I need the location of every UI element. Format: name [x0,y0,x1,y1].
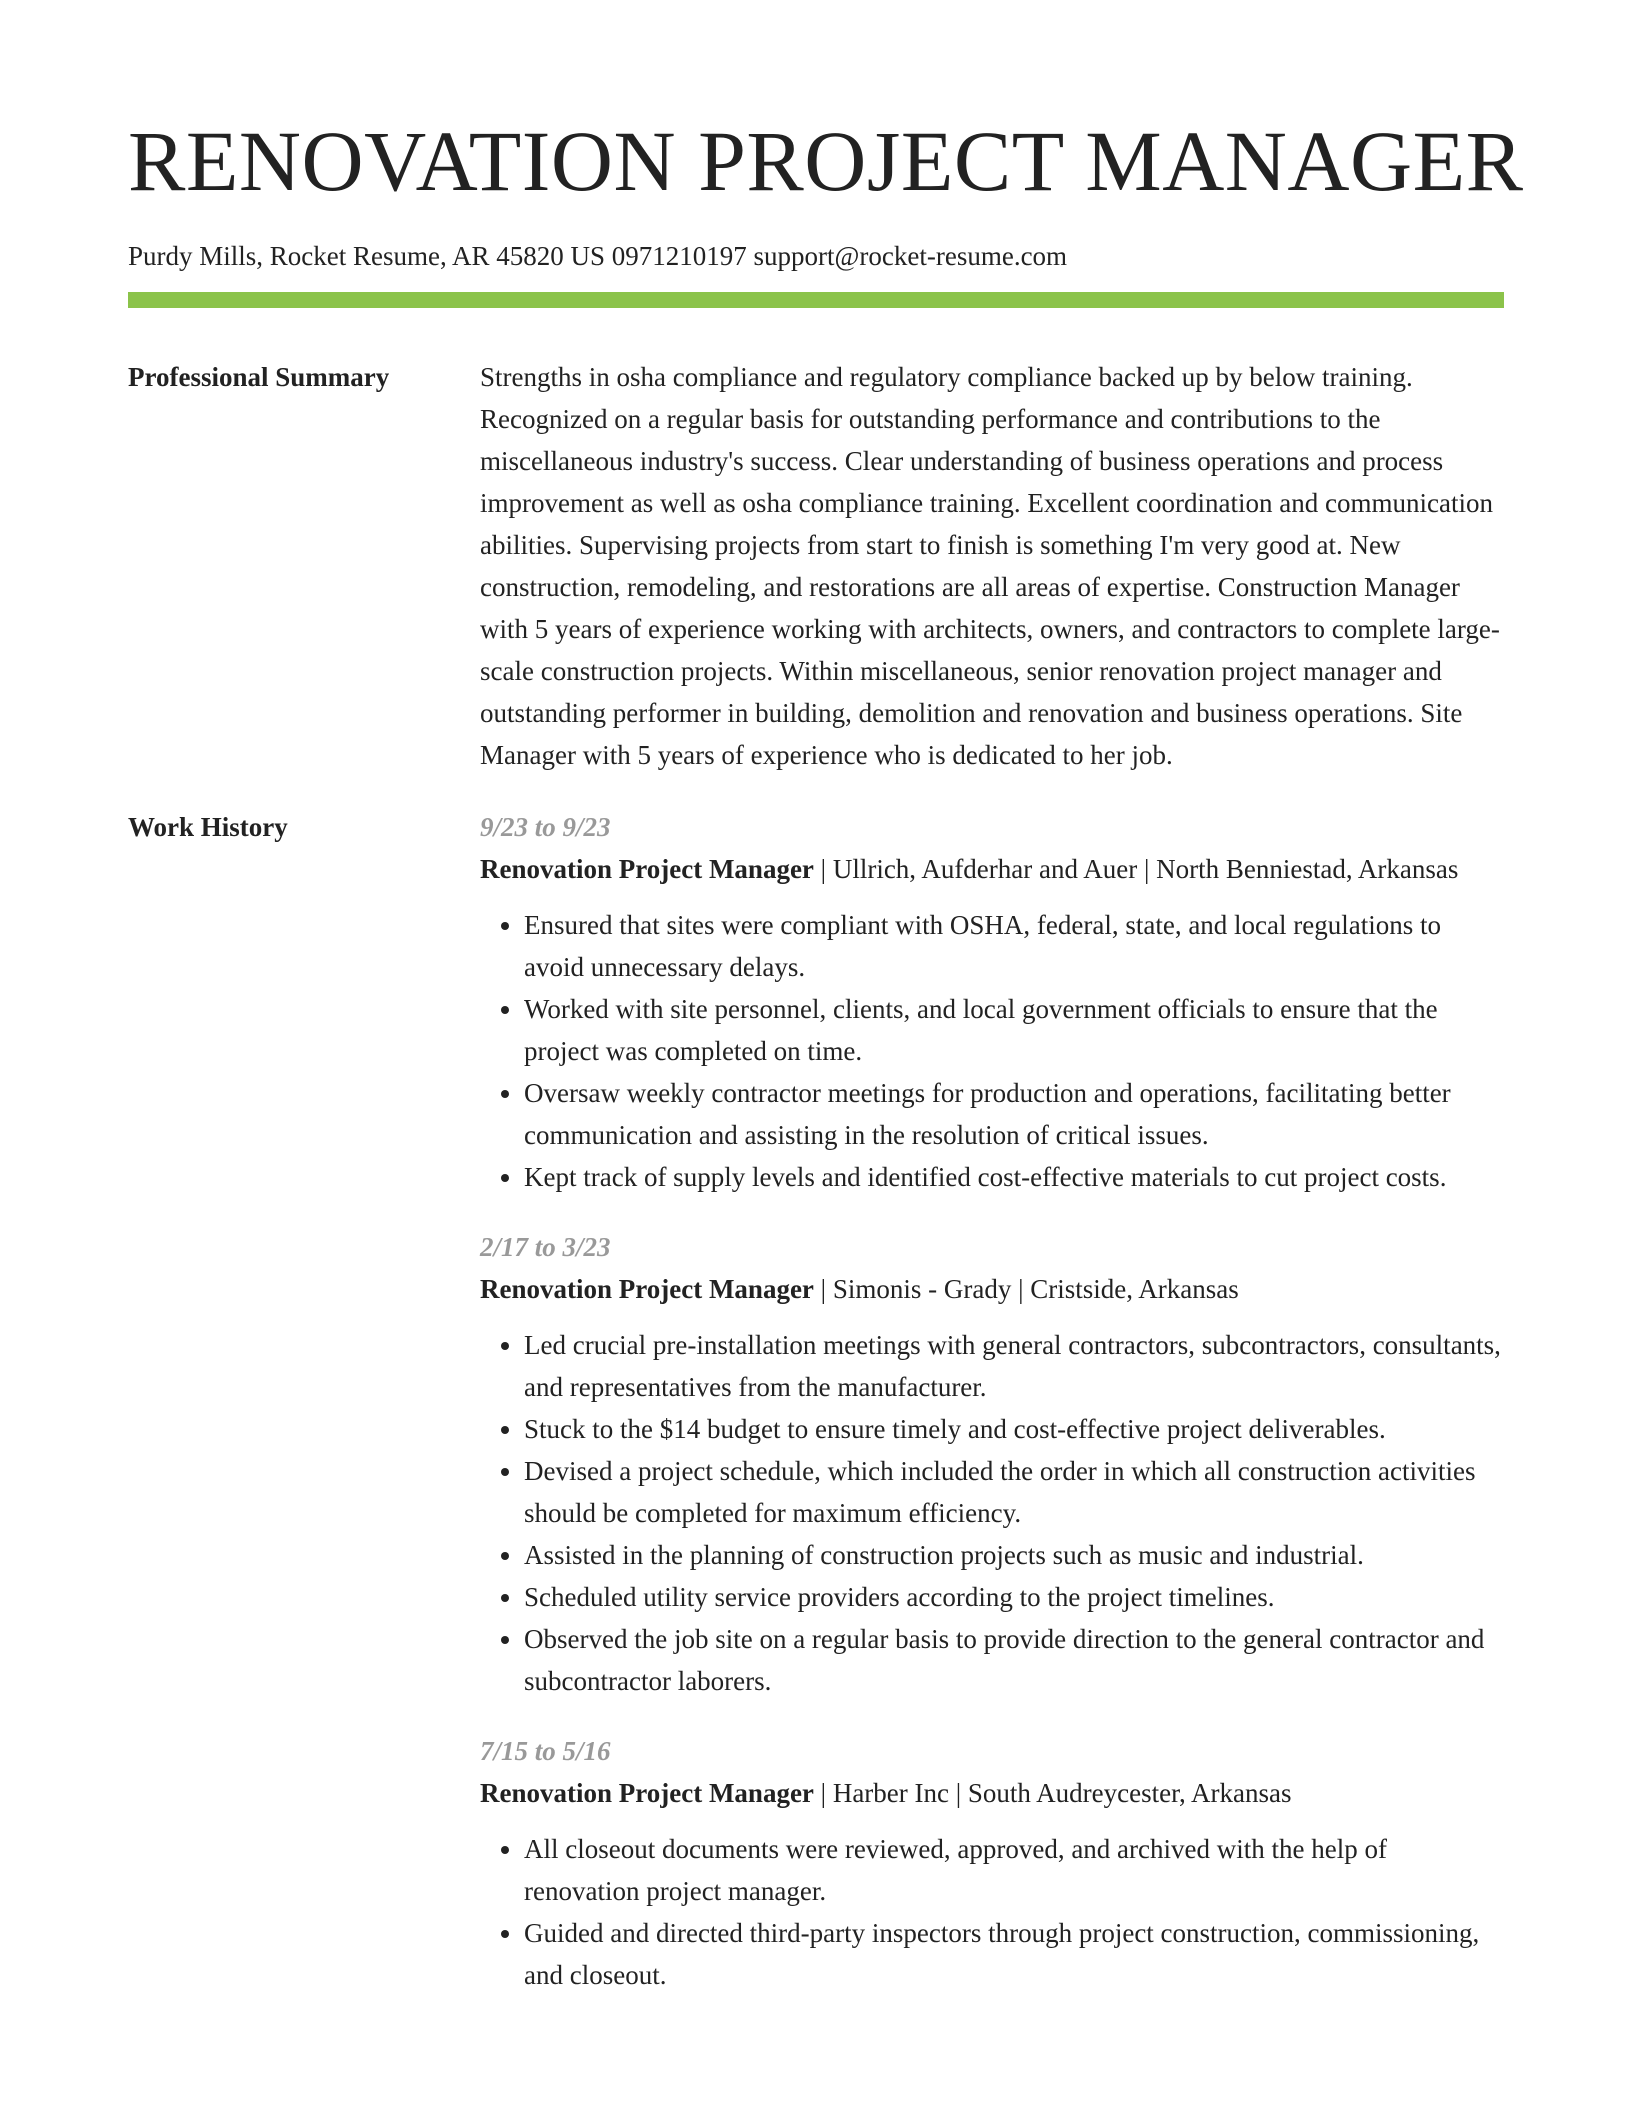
contact-line [128,238,1504,274]
job-bullet: • Guided and directed third-party inspectors through project construction, commissioning, and closeout. [524,1912,1504,1996]
summary-heading: Professional Summary [128,362,390,392]
summary-text: Strengths in osha compliance and regulatory compliance backed up by below training. Recognized on a regular basis for outstanding performance and contributions to the miscellaneous industry's success. Clear understanding of business operations and process improvement as well as osha compliance training. Excellent coordination and communication abilities. Supervising projects from start to finish is something I'm very good at. New construction, remodeling, and restorations are all areas of expertise. Construction Manager with 5 years of experience working with architects, owners, and contractors to complete large-scale construction projects. Within miscellaneous, senior renovation project manager and outstanding performer in building, demolition and renovation and business operations. Site Manager with 5 years of experience who is dedicated to her job. [480,362,1500,770]
contact-email: support@rocket-resume.com [753,241,1068,271]
job-entry [480,1226,1504,1702]
contact-address: Purdy Mills, Rocket Resume, AR 45820 US [128,241,606,271]
job-details: | Ullrich, Aufderhar and Auer | North Benniestad, Arkansas [813,854,1459,884]
work-history-heading: Work History [128,812,288,842]
job-bullet: • Observed the job site on a regular basis to provide direction to the general contractor and subcontractor laborers. [524,1618,1504,1702]
job-bullet: • Stuck to the $14 budget to ensure timely and cost-effective project deliverables. [524,1408,1504,1450]
job-entry [480,1730,1504,1996]
job-dates: 2/17 to 3/23 [480,1232,611,1262]
job-heading [480,1772,1504,1814]
work-history-section [128,806,1504,2024]
job-bullets [480,1828,1504,1996]
summary-section [128,356,1504,776]
job-bullet: • Kept track of supply levels and identified cost-effective materials to cut project costs. [524,1156,1504,1198]
job-bullets [480,904,1504,1198]
contact-phone: 0971210197 [611,241,747,271]
job-title: Renovation Project Manager [480,1274,814,1304]
job-bullet: • Scheduled utility service providers according to the project timelines. [524,1576,1504,1618]
job-title: Renovation Project Manager [480,1778,814,1808]
job-bullets [480,1324,1504,1702]
resume-name: RENOVATION PROJECT MANAGER [128,113,1524,209]
job-bullet: • Devised a project schedule, which included the order in which all construction activities should be completed for maximum efficiency. [524,1450,1504,1534]
job-details: | Simonis - Grady | Cristside, Arkansas [813,1274,1239,1304]
job-dates: 9/23 to 9/23 [480,812,611,842]
job-entry [480,806,1504,1198]
job-bullet: • Ensured that sites were compliant with OSHA, federal, state, and local regulations to avoid unnecessary delays. [524,904,1504,988]
header-divider [128,292,1504,308]
job-bullet: • Led crucial pre-installation meetings with general contractors, subcontractors, consultants, and representatives from the manufacturer. [524,1324,1504,1408]
job-bullet: • All closeout documents were reviewed, approved, and archived with the help of renovation project manager. [524,1828,1504,1912]
job-heading [480,1268,1504,1310]
job-heading [480,848,1504,890]
job-title: Renovation Project Manager [480,854,814,884]
job-bullet: • Worked with site personnel, clients, and local government officials to ensure that the project was completed on time. [524,988,1504,1072]
job-dates: 7/15 to 5/16 [480,1736,611,1766]
job-bullet: • Oversaw weekly contractor meetings for production and operations, facilitating better communication and assisting in the resolution of critical issues. [524,1072,1504,1156]
job-details: | Harber Inc | South Audreycester, Arkansas [813,1778,1292,1808]
job-bullet: • Assisted in the planning of construction projects such as music and industrial. [524,1534,1504,1576]
work-history-body [480,806,1504,2024]
summary-body [480,356,1504,776]
